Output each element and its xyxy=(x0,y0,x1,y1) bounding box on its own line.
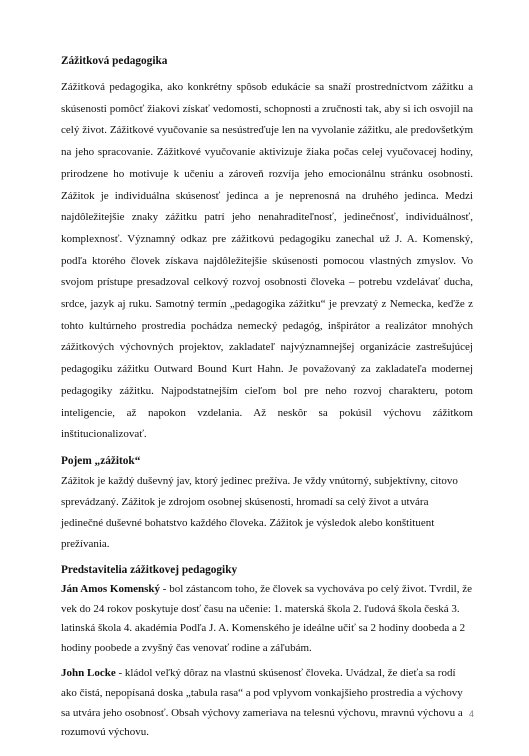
section-title-experiential: Zážitková pedagogika xyxy=(61,55,168,67)
representative-text: - kládol veľký dôraz na vlastnú skúsenosť človeka. Uvádzal, že dieťa sa rodí ako čistá, nepopísaná doska „tabula rasa“ a pod vplyvom vonkajšieho prostredia a výchovy sa utvára jeho osobnosť. Obsah výchovy zameriava na telesnú výchovu, mravnú výchovu a rozumovú výchovu. xyxy=(61,667,463,739)
representative-name: John Locke xyxy=(61,667,116,680)
section-body-experiential: Zážitková pedagogika, ako konkrétny spôsob edukácie sa snaží prostredníctvom zážitku a skúsenosti pomôcť žiakovi získať vedomosti, schopnosti a zručnosti tak, aby si ich osvojil na celý život. Zážitkové vyučovanie sa nesústreďuje len na vyvolanie zážitku, ale predovšetkým na jeho spracovanie. Zážitkové vyučovanie aktivizuje žiaka počas celej vyučovacej hodiny, prirodzene ho motivuje k učeniu a zároveň rozvíja jeho emocionálnu stránku osobnosti. Zážitok je individuálna skúsenosť jedinca a je neprenosná na druhého jedinca. Medzi najdôležitejšie znaky zážitku patrí jeho nenahraditeľnosť, jedinečnosť, individuálnosť, komplexnosť. Významný odkaz pre zážitkovú pedagogiku zanechal už J. A. Komenský, podľa ktorého človek získava najdôležitejšie skúsenosti pomocou vlastných zmyslov. Vo svojom prístupe presadzoval celkový rozvoj osobnosti človeka – potrebu vzdelávať ducha, srdce, jazyk aj ruku. Samotný termín „pedagogika zážitku“ je prevzatý z Nemecka, keďže z tohto kultúrneho prostredia pochádza nemecký pedagóg, inšpirátor a realizátor mnohých zážitkových výchovných projektov, zakladateľ najvýznamnejšej organizácie zastrešujúcej pedagogiku zážitku Outward Bound Kurt Hahn. Je považovaný za zakladateľa modernej pedagogiky zážitku. Najpodstatnejším cieľom bol pre neho rozvoj charakteru, potom inteligencie, až napokon vzdelania. Až neskôr sa pokúsil výchovu zážitkom inštitucionalizovať. xyxy=(61,81,473,441)
representative-entry-locke xyxy=(61,664,473,742)
section-title-concept: Pojem „zážitok“ xyxy=(61,454,141,467)
section-title-representatives: Predstavitelia zážitkovej pedagogiky xyxy=(61,563,238,576)
representative-entry-komensky xyxy=(61,580,473,658)
representative-text: - bol zástancom toho, že človek sa vychováva po celý život. Tvrdil, že vek do 24 rokov poskytuje dosť času na učenie: 1. materská škola 2. ľudová škola česká 3. latinská škola 4. akadémia Podľa J. A. Komenského je ideálne učiť sa 2 hodiny doobeda a 2 hodiny poobede a zvyšný čas venovať rodine a záľubám. xyxy=(61,582,473,654)
page-number: 4 xyxy=(468,709,474,719)
section-body-concept: Zážitok je každý duševný jav, ktorý jedinec prežíva. Je vždy vnútorný, subjektívny, citovo sprevádzaný. Zážitok je zdrojom osobnej skúsenosti, hromadí sa celý život a utvára jedinečné duševné bohatstvo každého človeka. Zážitok je výsledok alebo konštituent prežívania. xyxy=(61,474,458,550)
representative-name: Ján Amos Komenský xyxy=(61,582,161,595)
